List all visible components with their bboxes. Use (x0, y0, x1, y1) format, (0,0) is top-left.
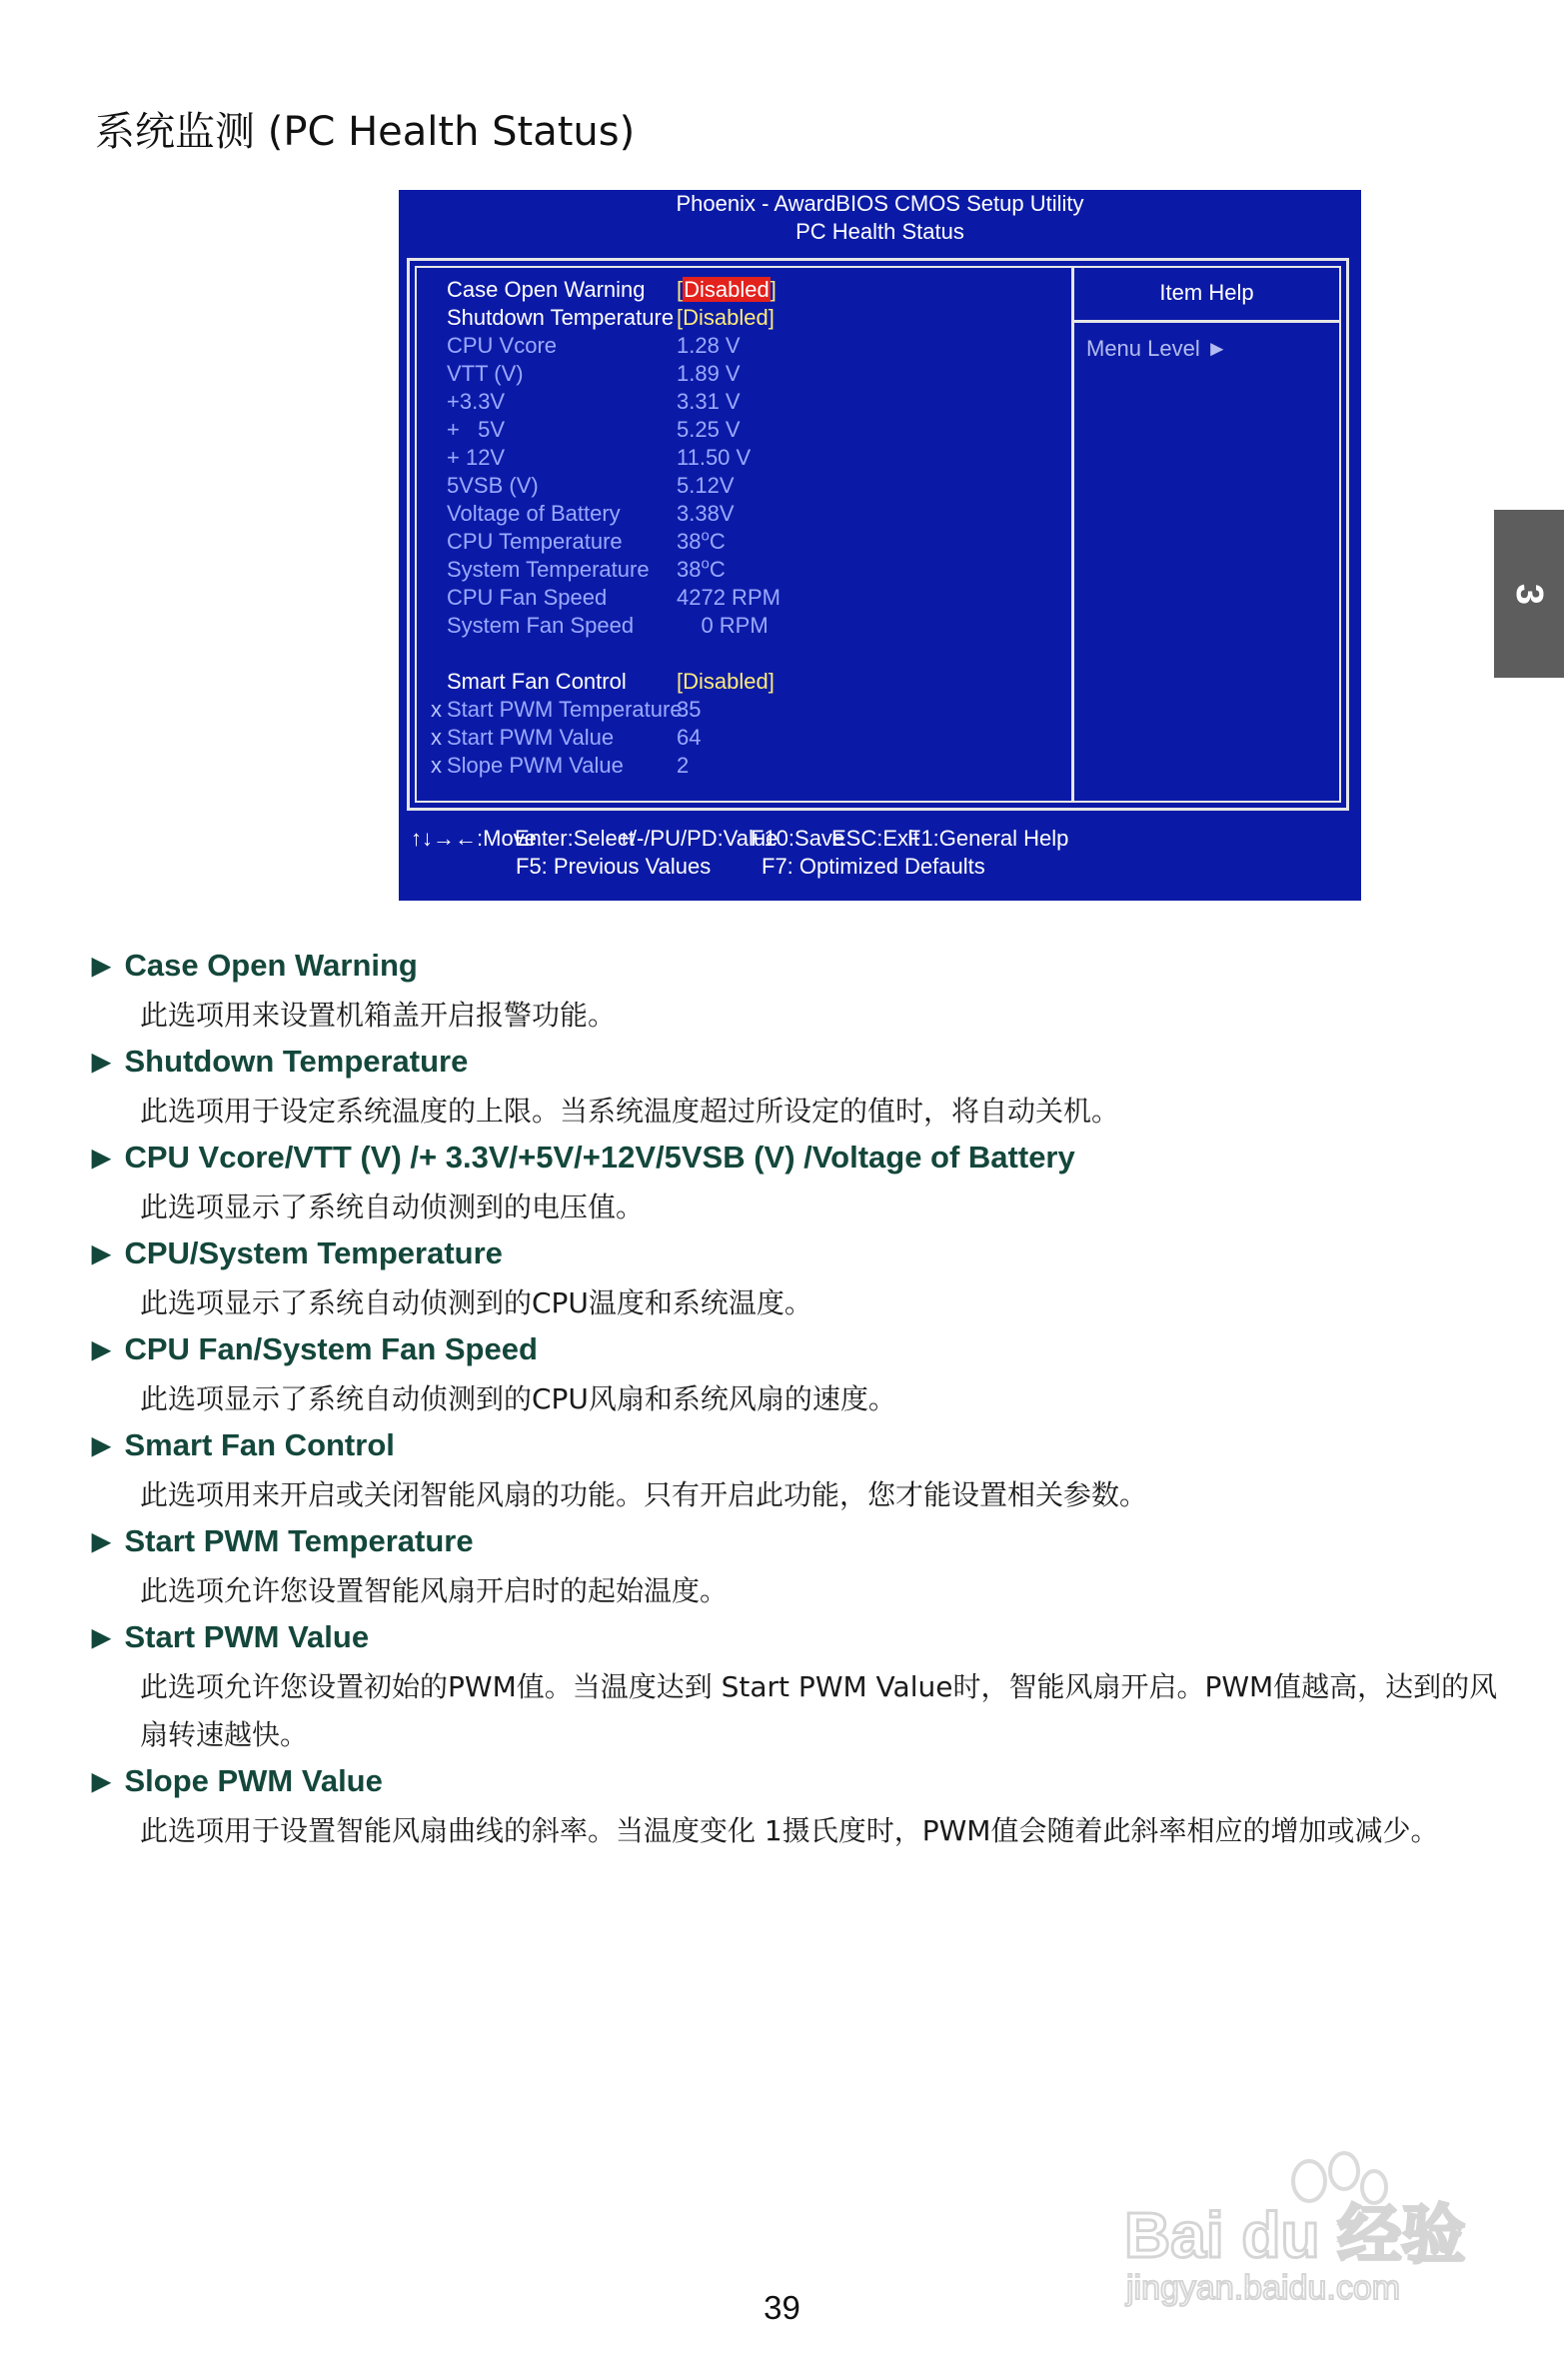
section-title: CPU Fan/System Fan Speed (124, 1331, 538, 1366)
bios-header (399, 190, 1361, 246)
row-value: 11.50 V (677, 445, 752, 470)
section-body: 此选项用于设置智能风扇曲线的斜率。当温度变化 1摄氏度时，PWM值会随着此斜率相应的增加或减少。 (140, 1814, 1439, 1847)
bios-row[interactable] (417, 500, 1056, 528)
watermark-logo: Bai du 经验 (1124, 2199, 1466, 2271)
row-label: CPU Fan Speed (447, 585, 608, 610)
row-label: 5VSB (V) (447, 473, 539, 498)
row-value: 3.31 V (677, 389, 741, 414)
footer-move: ↑↓→←:Move (411, 826, 537, 851)
page-title: 系统监测 (PC Health Status) (95, 109, 636, 155)
description-section (92, 1138, 1511, 1231)
bios-divider (1071, 268, 1074, 801)
row-value: 2 (677, 753, 690, 778)
row-label: System Temperature (447, 557, 650, 582)
triangle-bullet-icon: ▶ (92, 1336, 111, 1363)
triangle-bullet-icon: ▶ (92, 1624, 111, 1651)
section-heading (92, 1138, 1511, 1178)
section-title: CPU/System Temperature (124, 1235, 503, 1270)
section-body: 此选项显示了系统自动侦测到的电压值。 (140, 1190, 645, 1223)
chapter-tab (1494, 510, 1564, 678)
footer-optimized: F7: Optimized Defaults (762, 854, 985, 879)
row-label: + 5V (447, 417, 506, 442)
row-label: +3.3V (447, 389, 506, 414)
bios-row[interactable] (417, 304, 1056, 332)
bios-header-line: Phoenix - AwardBIOS CMOS Setup Utility (676, 191, 1084, 216)
triangle-bullet-icon: ▶ (92, 1145, 111, 1172)
row-label: Shutdown Temperature (447, 305, 675, 330)
section-title: Case Open Warning (124, 948, 418, 983)
triangle-bullet-icon: ▶ (92, 1432, 111, 1459)
footer-exit: ESC:Exit (831, 826, 920, 851)
row-value: 5.25 V (677, 417, 741, 442)
bios-row[interactable] (417, 584, 1056, 612)
row-label: + 12V (447, 445, 506, 470)
triangle-bullet-icon: ▶ (92, 1768, 111, 1795)
section-heading (92, 1425, 1511, 1465)
item-help-title: Item Help (1159, 280, 1254, 305)
bios-row[interactable] (417, 556, 1056, 584)
section-heading (92, 1329, 1511, 1369)
degree-symbol: o (701, 555, 710, 573)
description-section (92, 1617, 1511, 1759)
row-disabled-marker: x (431, 753, 442, 778)
page-number: 39 (764, 2289, 800, 2326)
section-body: 此选项允许您设置智能风扇开启时的起始温度。 (140, 1574, 729, 1607)
bios-footer-line (399, 826, 1361, 854)
section-heading (92, 1233, 1511, 1273)
row-value: 0 RPM (677, 613, 769, 638)
degree-symbol: o (701, 527, 710, 545)
bios-row[interactable] (417, 724, 1056, 752)
row-label: Start PWM Value (447, 725, 615, 750)
row-label: Case Open Warning (447, 277, 646, 302)
row-value: 5.12V (677, 473, 735, 498)
footer-value: +/-/PU/PD:Value (618, 826, 779, 851)
section-body: 此选项显示了系统自动侦测到的CPU风扇和系统风扇的速度。 (140, 1382, 896, 1415)
section-body: 此选项允许您设置初始的PWM值。当温度达到 Start PWM Value时，智能风扇开启。PWM值越高，达到的风扇转速越快。 (140, 1670, 1498, 1751)
row-disabled-marker: x (431, 725, 442, 750)
bios-row[interactable] (417, 696, 1056, 724)
section-body: 此选项用来开启或关闭智能风扇的功能。只有开启此功能，您才能设置相关参数。 (140, 1478, 1148, 1511)
description-section (92, 1521, 1511, 1615)
description-section (92, 1233, 1511, 1327)
row-value: 35 (677, 697, 702, 722)
bios-row[interactable] (417, 528, 1056, 556)
footer-previous: F5: Previous Values (516, 854, 712, 879)
bios-row[interactable] (417, 444, 1056, 472)
row-value (677, 556, 726, 584)
description-section (92, 1329, 1511, 1423)
section-title: CPU Vcore/VTT (V) /+ 3.3V/+5V/+12V/5VSB (V) /Voltage of Battery (124, 1140, 1075, 1175)
bios-row[interactable] (417, 472, 1056, 500)
temperature-number: 38 (677, 529, 702, 554)
description-section (92, 1042, 1511, 1136)
triangle-bullet-icon: ▶ (92, 1049, 111, 1076)
bios-row[interactable] (417, 360, 1056, 388)
section-body: 此选项用于设定系统温度的上限。当系统温度超过所设定的值时，将自动关机。 (140, 1095, 1120, 1128)
temperature-number: 38 (677, 557, 702, 582)
section-body: 此选项用来设置机箱盖开启报警功能。 (140, 999, 617, 1032)
row-value: 3.38V (677, 501, 735, 526)
section-body: 此选项显示了系统自动侦测到的CPU温度和系统温度。 (140, 1286, 812, 1319)
footer-help: F1:General Help (907, 826, 1069, 851)
section-title: Start PWM Value (124, 1619, 370, 1654)
row-value: [Disabled] (677, 305, 775, 330)
bios-frame (407, 258, 1349, 811)
bios-row[interactable] (417, 332, 1056, 360)
triangle-bullet-icon: ▶ (92, 1528, 111, 1555)
row-value (677, 528, 726, 556)
bios-screen (399, 190, 1361, 901)
footer-save: F10:Save (751, 826, 845, 851)
row-value-highlighted: [Disabled] (677, 277, 777, 302)
row-label: VTT (V) (447, 361, 524, 386)
menu-level-label: Menu Level ► (1086, 336, 1228, 361)
bios-row[interactable] (417, 752, 1056, 780)
row-value: 1.28 V (677, 333, 741, 358)
row-label: Start PWM Temperature (447, 697, 683, 722)
section-heading (92, 1761, 1511, 1801)
row-value: 4272 RPM (677, 585, 781, 610)
description-section (92, 1761, 1511, 1855)
section-heading (92, 946, 1511, 986)
section-title: Start PWM Temperature (124, 1523, 474, 1558)
description-section (92, 946, 1511, 1040)
section-heading (92, 1042, 1511, 1082)
bios-row[interactable] (417, 668, 1056, 696)
bios-row[interactable] (417, 612, 1056, 640)
section-title: Smart Fan Control (124, 1427, 395, 1462)
triangle-bullet-icon: ▶ (92, 1240, 111, 1267)
item-help-separator (1074, 320, 1339, 323)
row-label: Voltage of Battery (447, 501, 621, 526)
temperature-unit: C (709, 557, 726, 582)
bios-header-line: PC Health Status (795, 219, 964, 244)
section-title: Shutdown Temperature (124, 1044, 469, 1079)
description-sections (92, 946, 1511, 1857)
chapter-number: 3 (1508, 583, 1551, 605)
bios-row[interactable] (417, 416, 1056, 444)
row-value: 1.89 V (677, 361, 741, 386)
row-value: 64 (677, 725, 702, 750)
row-value: [Disabled] (677, 669, 775, 694)
bios-footer-line (399, 854, 1361, 882)
bios-frame-inner (415, 266, 1341, 803)
footer-enter: Enter:Select (515, 826, 635, 851)
row-label: CPU Temperature (447, 529, 623, 554)
section-heading (92, 1617, 1511, 1657)
row-label: System Fan Speed (447, 613, 635, 638)
triangle-bullet-icon: ▶ (92, 953, 111, 980)
section-title: Slope PWM Value (124, 1763, 383, 1798)
section-heading (92, 1521, 1511, 1561)
row-label: CPU Vcore (447, 333, 558, 358)
row-label: Smart Fan Control (447, 669, 627, 694)
row-label: Slope PWM Value (447, 753, 624, 778)
bios-row[interactable] (417, 276, 1056, 304)
bios-row[interactable] (417, 388, 1056, 416)
row-disabled-marker: x (431, 697, 442, 722)
baidu-watermark (1104, 2149, 1484, 2309)
temperature-unit: C (709, 529, 726, 554)
watermark-url: jingyan.baidu.com (1126, 2269, 1401, 2307)
description-section (92, 1425, 1511, 1519)
